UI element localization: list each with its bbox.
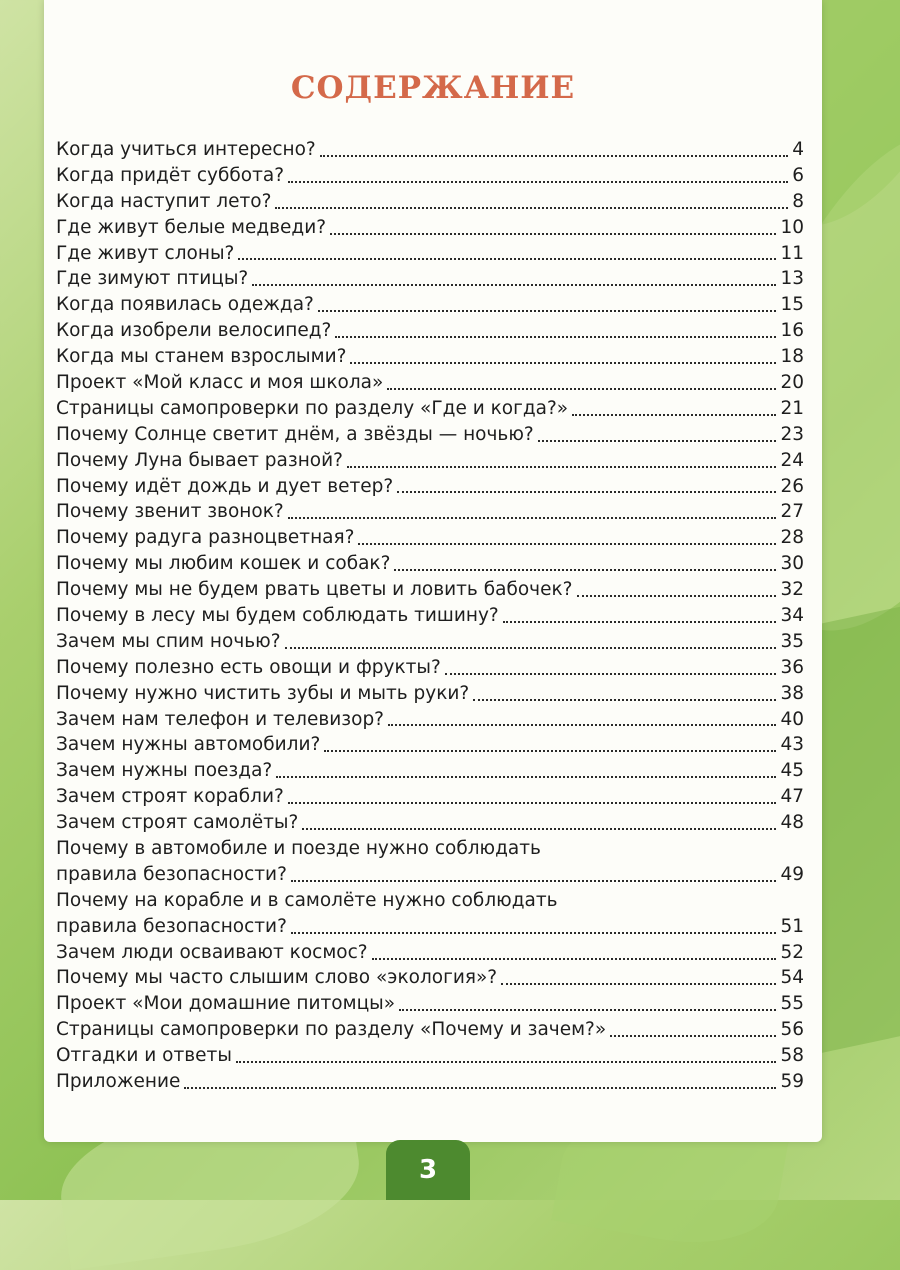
dot-leader xyxy=(184,1086,776,1089)
toc-entry xyxy=(56,681,804,707)
dot-leader xyxy=(577,594,777,597)
toc-entry-title: Почему мы любим кошек и собак? xyxy=(56,553,391,575)
toc-entry xyxy=(56,370,804,396)
toc-entry-title: Почему Солнце светит днём, а звёзды — ночью? xyxy=(56,423,534,445)
dot-leader xyxy=(610,1034,776,1037)
dot-leader xyxy=(358,542,776,545)
toc-entry-page: 38 xyxy=(780,682,804,704)
page-number-tab: 3 xyxy=(386,1140,470,1200)
dot-leader xyxy=(324,749,776,752)
dot-leader xyxy=(330,232,776,235)
toc-entry xyxy=(56,551,804,577)
toc-entry-title: Страницы самопроверки по разделу «Где и когда?» xyxy=(56,397,569,419)
toc-entry-title: Когда появилась одежда? xyxy=(56,294,314,316)
toc-entry-page: 15 xyxy=(780,294,804,316)
toc-entry-title: правила безопасности? xyxy=(56,915,287,937)
dot-leader xyxy=(387,387,776,390)
toc-entry-page: 10 xyxy=(780,216,804,238)
toc-entry-page: 47 xyxy=(780,786,804,808)
toc-entry xyxy=(56,629,804,655)
toc-entry xyxy=(56,215,804,241)
dot-leader xyxy=(252,283,776,286)
toc-entry xyxy=(56,577,804,603)
toc-entry xyxy=(56,655,804,681)
toc-entry-page: 23 xyxy=(780,423,804,445)
book-page xyxy=(44,0,822,1142)
toc-entry-title: Где живут белые медведи? xyxy=(56,216,327,238)
dot-leader xyxy=(291,931,777,934)
toc-entry-title-line: Почему на корабле и в самолёте нужно соблюдать xyxy=(56,889,558,911)
dot-leader xyxy=(275,206,788,209)
toc-entry-page: 56 xyxy=(780,1019,804,1041)
toc-entry xyxy=(56,266,804,292)
toc-entry xyxy=(56,241,804,267)
toc-entry xyxy=(56,707,804,733)
toc-entry-page: 45 xyxy=(780,760,804,782)
toc-entry-page: 16 xyxy=(780,320,804,342)
toc-entry-page: 26 xyxy=(780,475,804,497)
toc-entry xyxy=(56,396,804,422)
toc-entry-page: 20 xyxy=(780,372,804,393)
dot-leader xyxy=(276,775,776,778)
toc-entry-page: 55 xyxy=(780,993,804,1015)
toc-entry-title: Когда учиться интересно? xyxy=(56,138,316,160)
toc-entry-title: Почему полезно есть овощи и фрукты? xyxy=(56,656,441,678)
toc-entry xyxy=(56,163,804,189)
toc-entry xyxy=(56,603,804,629)
toc-entry-page: 48 xyxy=(780,812,804,834)
toc-entry-title: Зачем нужны поезда? xyxy=(56,760,273,782)
toc-entry-page: 32 xyxy=(780,579,804,601)
toc-entry-page: 43 xyxy=(780,734,804,756)
toc-entry xyxy=(56,525,804,551)
toc-entry-title: Когда изобрели велосипед? xyxy=(56,320,332,342)
toc-entry-title: Где живут слоны? xyxy=(56,242,235,264)
dot-leader xyxy=(285,646,777,649)
toc-entry xyxy=(56,966,804,992)
toc-entry-page: 34 xyxy=(780,605,804,627)
toc-entry-title: Страницы самопроверки по разделу «Почему и зачем?» xyxy=(56,1019,607,1041)
dot-leader xyxy=(445,672,777,675)
toc-entry xyxy=(56,758,804,784)
dot-leader xyxy=(236,1060,777,1063)
table-of-contents xyxy=(56,137,804,1095)
toc-entry xyxy=(56,344,804,370)
dot-leader xyxy=(347,465,776,468)
dot-leader xyxy=(335,335,776,338)
toc-entry-page: 21 xyxy=(780,397,804,419)
toc-entry xyxy=(56,1043,804,1069)
toc-entry-page: 13 xyxy=(780,268,804,290)
toc-entry-page: 8 xyxy=(792,190,804,212)
toc-entry-title: Зачем нужны автомобили? xyxy=(56,734,321,756)
dot-leader xyxy=(318,309,777,312)
toc-entry-title: Зачем строят самолёты? xyxy=(56,812,299,834)
dot-leader xyxy=(473,698,776,701)
toc-entry-title: Когда мы станем взрослыми? xyxy=(56,346,347,368)
dot-leader xyxy=(302,827,776,830)
dot-leader xyxy=(238,257,776,260)
toc-entry-page: 28 xyxy=(780,527,804,549)
toc-entry xyxy=(56,189,804,215)
toc-entry-title: Почему идёт дождь и дует ветер? xyxy=(56,475,394,497)
toc-entry xyxy=(56,1017,804,1043)
toc-entry-title: Почему нужно чистить зубы и мыть руки? xyxy=(56,682,470,704)
toc-entry xyxy=(56,862,804,888)
toc-entry-title: Зачем нам телефон и телевизор? xyxy=(56,708,385,730)
dot-leader xyxy=(291,879,777,882)
toc-entry-page: 24 xyxy=(780,449,804,471)
toc-entry-title: Почему мы часто слышим слово «экология»? xyxy=(56,967,498,989)
toc-entry-title: Почему радуга разноцветная? xyxy=(56,527,355,549)
toc-entry xyxy=(56,732,804,758)
toc-entry-title: Зачем люди осваивают космос? xyxy=(56,941,368,963)
toc-entry-page: 40 xyxy=(780,708,804,730)
toc-entry-title: Почему звенит звонок? xyxy=(56,501,284,523)
toc-entry-page: 27 xyxy=(780,501,804,523)
toc-entry xyxy=(56,940,804,966)
toc-entry-title: Когда наступит лето? xyxy=(56,190,272,212)
toc-entry-page: 52 xyxy=(780,941,804,963)
dot-leader xyxy=(538,439,777,442)
toc-entry-page: 35 xyxy=(780,630,804,652)
toc-entry-title: Почему мы не будем рвать цветы и ловить бабочек? xyxy=(56,579,573,601)
toc-entry-title: Проект «Мои домашние питомцы» xyxy=(56,993,396,1015)
dot-leader xyxy=(288,801,777,804)
toc-entry-page: 11 xyxy=(780,242,804,264)
dot-leader xyxy=(288,180,788,183)
toc-entry-title: Когда придёт суббота? xyxy=(56,164,285,186)
toc-entry-title: Зачем мы спим ночью? xyxy=(56,630,281,652)
toc-entry-title: Почему Луна бывает разной? xyxy=(56,449,343,471)
toc-entry-page: 36 xyxy=(780,656,804,678)
toc-entry-page: 18 xyxy=(780,346,804,368)
toc-entry xyxy=(56,422,804,448)
dot-leader xyxy=(372,957,777,960)
toc-entry xyxy=(56,292,804,318)
toc-entry-title: Почему в лесу мы будем соблюдать тишину? xyxy=(56,605,499,627)
toc-entry xyxy=(56,991,804,1017)
toc-entry-title: Приложение xyxy=(56,1071,181,1093)
toc-entry-page: 6 xyxy=(792,164,804,186)
toc-entry-page: 49 xyxy=(780,863,804,885)
toc-entry-title-line: Почему в автомобиле и поезде нужно соблюдать xyxy=(56,838,541,860)
toc-entry-title: Зачем строят корабли? xyxy=(56,786,284,808)
dot-leader xyxy=(320,154,788,157)
toc-entry-page: 4 xyxy=(792,138,804,160)
dot-leader xyxy=(288,516,777,519)
toc-entry-title: Где зимуют птицы? xyxy=(56,268,249,290)
dot-leader xyxy=(394,568,776,571)
toc-entry-page: 30 xyxy=(780,553,804,575)
toc-entry xyxy=(56,499,804,525)
dot-leader xyxy=(350,361,776,364)
toc-entry xyxy=(56,914,804,940)
toc-entry-page: 58 xyxy=(780,1045,804,1067)
dot-leader xyxy=(572,413,776,416)
toc-entry xyxy=(56,318,804,344)
toc-entry xyxy=(56,1069,804,1095)
toc-entry-title: Отгадки и ответы xyxy=(56,1045,232,1067)
toc-entry-page: 59 xyxy=(780,1071,804,1093)
toc-entry xyxy=(56,448,804,474)
dot-leader xyxy=(501,982,776,985)
toc-entry xyxy=(56,810,804,836)
toc-entry xyxy=(56,784,804,810)
dot-leader xyxy=(503,620,777,623)
toc-entry xyxy=(56,137,804,163)
toc-entry-title: Проект «Мой класс и моя школа» xyxy=(56,372,384,393)
toc-entry xyxy=(56,474,804,500)
dot-leader xyxy=(397,490,776,493)
dot-leader xyxy=(399,1008,776,1011)
toc-entry-page: 54 xyxy=(780,967,804,989)
toc-entry-title: правила безопасности? xyxy=(56,863,287,885)
page-title: СОДЕРЖАНИЕ xyxy=(290,70,576,106)
dot-leader xyxy=(388,723,776,726)
toc-entry-page: 51 xyxy=(780,915,804,937)
